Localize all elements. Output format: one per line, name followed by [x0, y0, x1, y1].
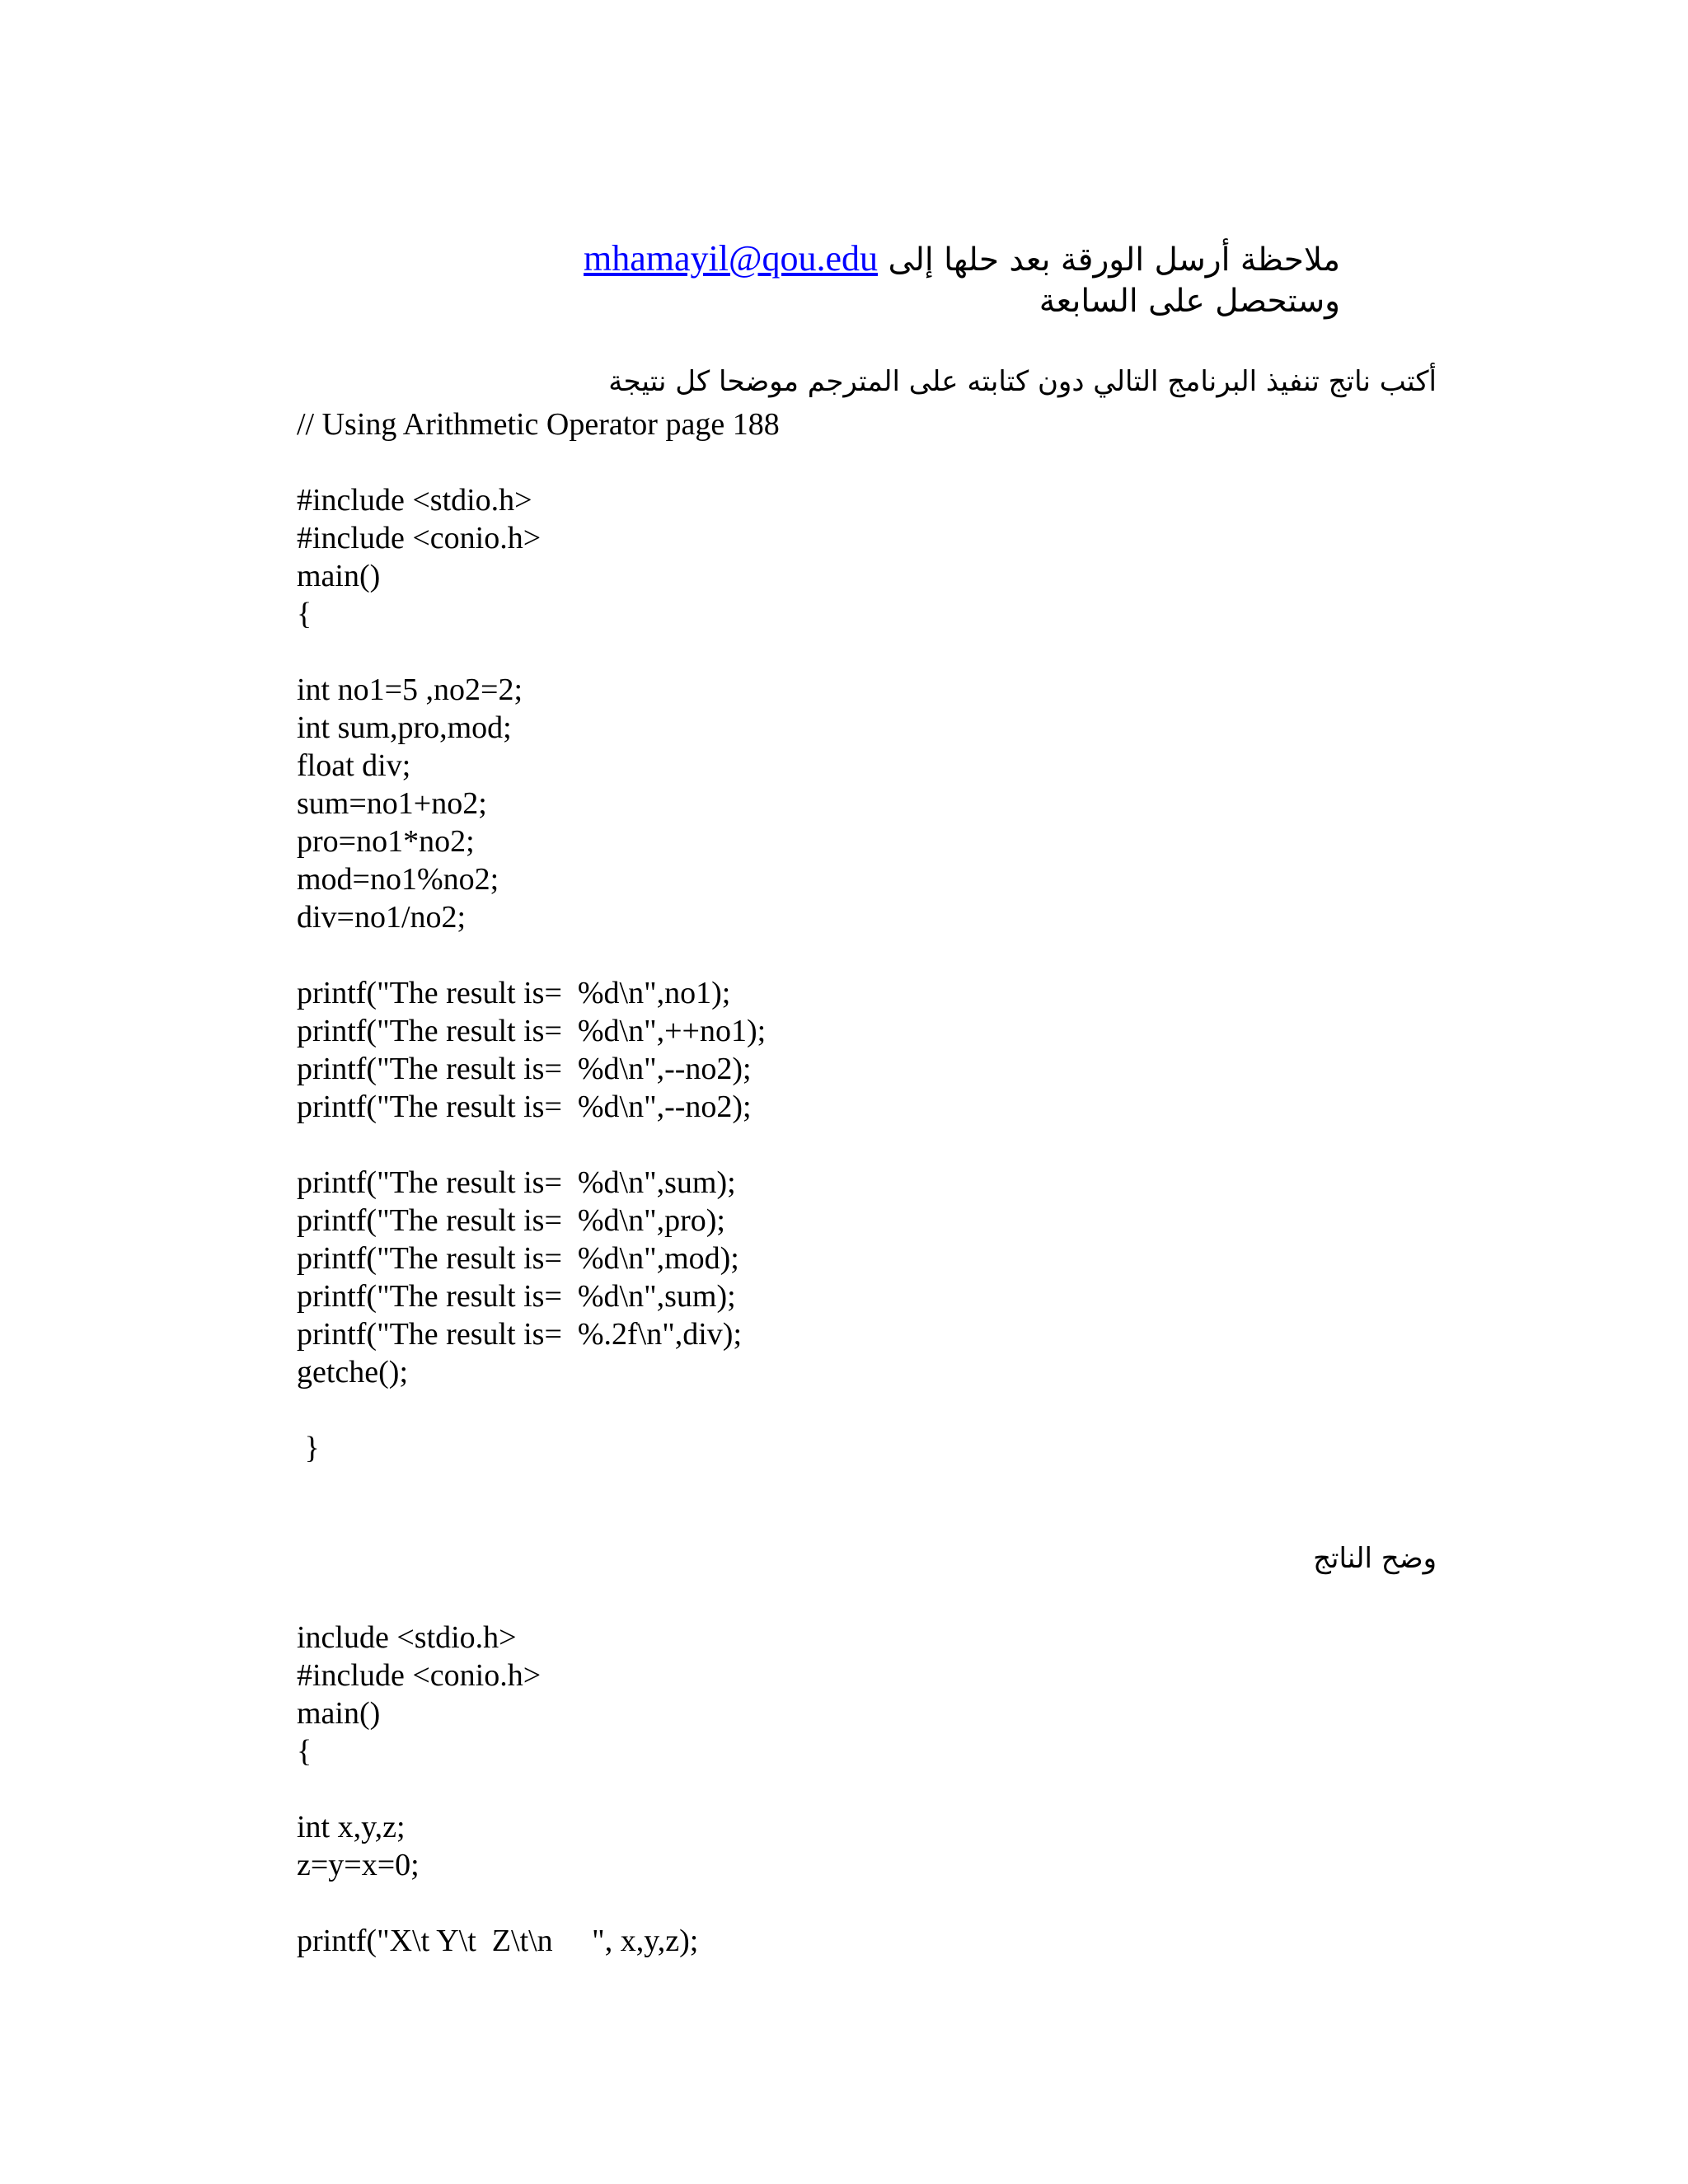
- program-1-code: [297, 405, 780, 1467]
- submission-note: [584, 237, 1340, 323]
- code-line: printf("The result is= %d\n",++no1);: [297, 1014, 767, 1048]
- code-line: [297, 443, 780, 481]
- code-line: // Using Arithmetic Operator page 188: [297, 407, 780, 442]
- code-line: printf("The result is= %d\n",mod);: [297, 1241, 739, 1276]
- code-line: mod=no1%no2;: [297, 862, 499, 897]
- code-line: printf("X\t Y\t Z\t\n ", x,y,z);: [297, 1924, 699, 1958]
- code-line: #include <conio.h>: [297, 1658, 542, 1693]
- code-line: printf("The result is= %d\n",--no2);: [297, 1052, 752, 1086]
- code-line: sum=no1+no2;: [297, 786, 487, 821]
- code-line: printf("The result is= %d\n",sum);: [297, 1165, 736, 1200]
- explain-heading: وضح الناتج: [1313, 1542, 1437, 1575]
- program-2-code: [297, 1619, 698, 1960]
- code-line: getche();: [297, 1355, 409, 1390]
- note-line-2: وستحصل على السابعة: [1039, 283, 1340, 320]
- code-line: #include <stdio.h>: [297, 483, 532, 518]
- code-line: [297, 633, 780, 671]
- code-line: [297, 1391, 780, 1429]
- email-link[interactable]: mhamayil@qou.edu: [584, 238, 879, 279]
- code-line: int no1=5 ,no2=2;: [297, 673, 523, 707]
- code-line: int sum,pro,mod;: [297, 710, 512, 745]
- code-line: [297, 1126, 780, 1164]
- code-line: div=no1/no2;: [297, 900, 467, 935]
- code-line: printf("The result is= %.2f\n",div);: [297, 1317, 743, 1352]
- note-line-1: [584, 237, 1340, 280]
- code-line: main(): [297, 1696, 381, 1731]
- code-line: #include <conio.h>: [297, 521, 542, 555]
- code-line: z=y=x=0;: [297, 1848, 420, 1882]
- code-line: printf("The result is= %d\n",pro);: [297, 1203, 725, 1238]
- note-text: ملاحظة أرسل الورقة بعد حلها إلى: [888, 241, 1340, 279]
- code-line: }: [297, 1431, 320, 1465]
- code-line: {: [297, 597, 312, 631]
- instruction-text: أكتب ناتج تنفيذ البرنامج التالي دون كتابته على المترجم موضحا كل نتيجة: [608, 365, 1437, 398]
- code-line: {: [297, 1734, 312, 1769]
- code-line: include <stdio.h>: [297, 1620, 517, 1655]
- code-line: [297, 1884, 698, 1922]
- code-line: main(): [297, 559, 381, 593]
- code-line: printf("The result is= %d\n",--no2);: [297, 1090, 752, 1124]
- code-line: int x,y,z;: [297, 1810, 406, 1844]
- code-line: printf("The result is= %d\n",no1);: [297, 976, 731, 1010]
- code-line: printf("The result is= %d\n",sum);: [297, 1279, 736, 1314]
- code-line: pro=no1*no2;: [297, 824, 475, 859]
- code-line: float div;: [297, 748, 411, 783]
- code-line: [297, 1770, 698, 1808]
- code-line: [297, 936, 780, 974]
